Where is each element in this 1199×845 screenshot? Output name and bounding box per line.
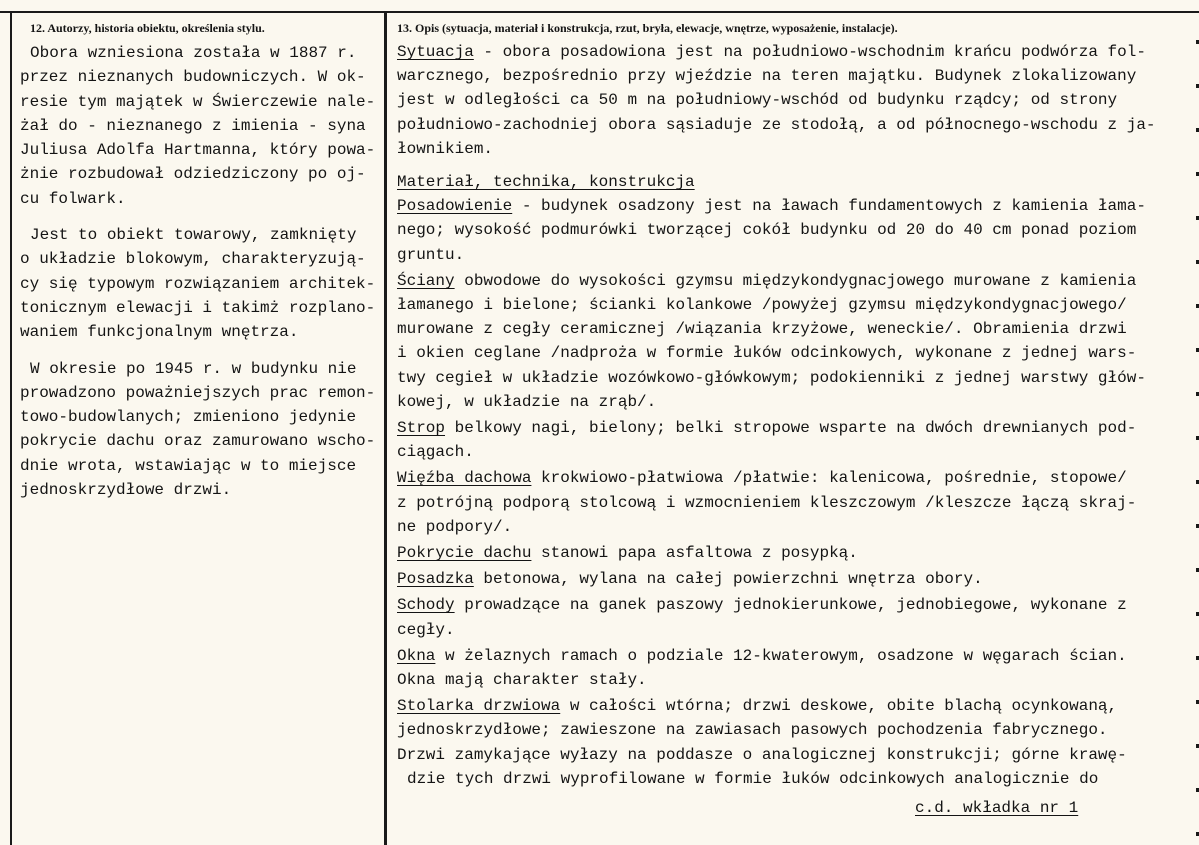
text-line: tonicznym elewacji i takimż rozplano-: [20, 298, 376, 317]
text-line: nego; wysokość podmurówki tworzącej cokół budynku od 20 do 40 cm ponad poziom: [397, 221, 1137, 240]
text-line: i okien ceglane /nadproża w formie łuków odcinkowych, wykonane z jednej wars-: [397, 344, 1137, 363]
text-line: twy cegieł w układzie wozówkowo-główkowym; podokienniki z jednej warstwy głów-: [397, 368, 1146, 387]
text-line: warcznego, bezpośrednio przy wjeździe na teren majątku. Budynek zlokalizowany: [397, 67, 1137, 86]
history-paragraph-3: [20, 357, 382, 503]
text-line: - obora posadowiona jest na południowo-wschodnim krańcu podwórza fol-: [473, 43, 1146, 61]
text-line: żnie rozbudował odziedziczony po oj-: [20, 165, 366, 184]
form-top-border: [0, 11, 1199, 13]
text-line: betonowa, wylana na całej powierzchni wnętrza obory.: [473, 570, 983, 589]
subsection-strop: [397, 416, 1195, 464]
text-line: łamanego i bielone; ścianki kolankowe /powyżej gzymsu międzykondygnacjowego/: [397, 296, 1127, 315]
subsection-label: Więźba dachowa: [397, 469, 532, 488]
text-line: prowadzono poważniejszych prac remon-: [20, 383, 376, 402]
form-left-border: [10, 11, 12, 845]
text-line: Drzwi zamykające wyłazy na poddasze o analogicznej konstrukcji; górne krawę-: [397, 745, 1127, 764]
subsection-material-heading: [397, 170, 1195, 194]
text-line: - budynek osadzony jest na ławach fundamentowych z kamienia łama-: [512, 197, 1146, 216]
text-line: resie tym majątek w Świerczewie nale-: [20, 92, 376, 111]
text-line: jest w odległości ca 50 m na południowy-wschód od budynku rządcy; od strony: [397, 91, 1118, 110]
subsection-label: Sytuacja: [397, 43, 474, 61]
subsection-label: Pokrycie dachu: [397, 544, 532, 563]
subsection-posadzka: [397, 567, 1195, 591]
continuation-note: c.d. wkładka nr 1: [915, 799, 1079, 818]
subsection-stolarka: [397, 694, 1195, 791]
subsection-label: Strop: [397, 419, 446, 438]
text-line: krokwiowo-płatwiowa /płatwie: kalenicowa, pośrednie, stopowe/: [531, 469, 1127, 488]
text-line: Obora wzniesiona została w 1887 r.: [30, 44, 357, 62]
text-line: jednoskrzydłowe; zawieszone na zawiasach pasowych pochodzenia fabrycznego.: [397, 721, 1108, 740]
text-line: południowo-zachodniej obora sąsiaduje ze stodołą, a od północnego-wschodu z ja-: [397, 115, 1156, 134]
section-12-heading: 12. Autorzy, historia obiektu, określenia stylu.: [30, 21, 265, 35]
text-line: waniem funkcjonalnym wnętrza.: [20, 323, 299, 342]
text-line: murowane z cegły ceramicznej /wiązania krzyżowe, weneckie/. Obramienia drzwi: [397, 320, 1127, 339]
section-12-history: [20, 18, 382, 502]
subsection-label: Okna: [397, 646, 436, 665]
subsection-sytuacja: [397, 40, 1195, 161]
text-line: jednoskrzydłowe drzwi.: [20, 481, 232, 500]
text-line: stanowi papa asfaltowa z posypką.: [531, 544, 858, 563]
text-line: ciągach.: [397, 443, 474, 462]
text-line: kowej, w układzie na zrąb/.: [397, 392, 657, 411]
subsection-label: Stolarka drzwiowa: [397, 697, 561, 716]
text-line: prowadzące na ganek paszowy jednokierunkowe, jednobiegowe, wykonane z: [454, 596, 1127, 615]
text-line: cegły.: [397, 620, 455, 639]
subsection-wiezba: [397, 466, 1195, 539]
text-line: dzie tych drzwi wyprofilowane w formie łuków odcinkowych analogicznie do: [407, 769, 1099, 788]
subsection-schody: [397, 593, 1195, 641]
text-line: belkowy nagi, bielony; belki stropowe wsparte na dwóch drewnianych pod-: [445, 419, 1137, 438]
text-line: żał do - nieznanego z imienia - syna: [20, 116, 366, 135]
text-line: cu folwark.: [20, 189, 126, 208]
subsection-posadowienie: [397, 194, 1195, 267]
text-line: dnie wrota, wstawiając w to miejsce: [20, 456, 357, 475]
subsection-label: Posadowienie: [397, 197, 513, 216]
text-line: przez nieznanych budowniczych. W ok-: [20, 68, 366, 87]
text-line: w całości wtórna; drzwi deskowe, obite blachą ocynkowaną,: [560, 697, 1118, 716]
subsection-pokrycie: [397, 541, 1195, 565]
text-line: towo-budowlanych; zmieniono jedynie: [20, 408, 357, 427]
text-line: ne podpory/.: [397, 517, 513, 536]
subsection-okna: [397, 644, 1195, 692]
text-line: z potrójną podporą stolcową i wzmocnieniem kleszczowym /kleszcze łączą skraj-: [397, 493, 1137, 512]
subsection-label: Ściany: [397, 271, 455, 290]
text-line: W okresie po 1945 r. w budynku nie: [30, 359, 357, 378]
subsection-sciany: [397, 269, 1195, 414]
text-line: obwodowe do wysokości gzymsu międzykondygnacjowego murowane z kamienia: [454, 271, 1137, 290]
text-line: pokrycie dachu oraz zamurowano wscho-: [20, 432, 376, 451]
history-paragraph-2: [20, 223, 382, 344]
text-line: w żelaznych ramach o podziale 12-kwaterowym, osadzone w węgarach ścian.: [435, 646, 1127, 665]
text-line: łownikiem.: [397, 139, 494, 158]
text-line: Juliusa Adolfa Hartmanna, który powa-: [20, 141, 376, 160]
section-13-description: [397, 18, 1195, 819]
section-13-heading: 13. Opis (sytuacja, materiał i konstrukcja, rzut, bryła, elewacje, wnętrze, wyposażenie, instalacje).: [397, 21, 898, 35]
text-line: cy się typowym rozwiązaniem architek-: [20, 274, 376, 293]
text-line: Jest to obiekt towarowy, zamknięty: [30, 226, 357, 245]
column-divider: [384, 11, 387, 845]
text-line: o układzie blokowym, charakteryzują-: [20, 250, 366, 269]
subsection-label: Posadzka: [397, 570, 474, 589]
text-line: Okna mają charakter stały.: [397, 671, 647, 690]
subsection-label: Schody: [397, 596, 455, 615]
text-line: gruntu.: [397, 245, 465, 264]
subsection-label: Materiał, technika, konstrukcja: [397, 173, 695, 192]
history-paragraph-1: [20, 41, 382, 211]
